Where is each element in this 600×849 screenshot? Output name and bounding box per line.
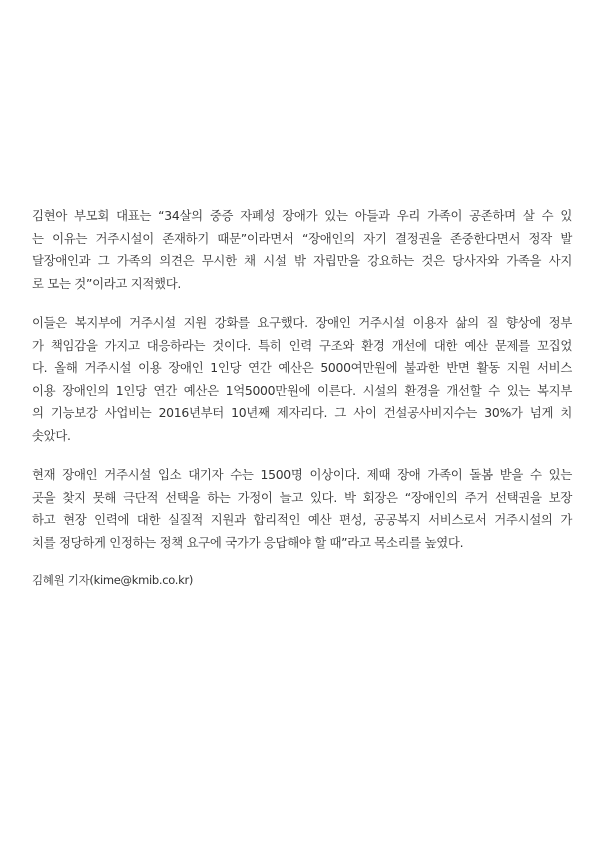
- paragraph-line: 의 기능보강 사업비는 2016년부터 10년째 제자리다. 그 사이 건설공사비지수는 30%가 넘게 치: [32, 405, 572, 420]
- paragraph-line: 솟았다.: [32, 427, 71, 443]
- paragraph-line: 이들은 복지부에 거주시설 지원 강화를 요구했다. 장애인 거주시설 이용자 삶의 질 향상에 정부: [32, 315, 572, 330]
- paragraph-line: 로 모는 것”이라고 지적했다.: [32, 275, 182, 291]
- paragraph-line: 김현아 부모회 대표는 “34살의 중증 자폐성 장애가 있는 아들과 우리 가족이 공존하며 살 수 있: [32, 208, 572, 223]
- paragraph-1: [32, 205, 572, 295]
- paragraph-2: [32, 312, 572, 447]
- article-body: [32, 205, 572, 589]
- paragraph-line: 치를 정당하게 인정하는 정책 요구에 국가가 응답해야 할 때”라고 목소리를 높였다.: [32, 534, 464, 550]
- paragraph-line: 하고 현장 인력에 대한 실질적 지원과 합리적인 예산 편성, 공공복지 서비스로서 거주시설의 가: [32, 512, 572, 527]
- paragraph-line: 달장애인과 그 가족의 의견은 무시한 채 시설 밖 자립만을 강요하는 것은 당사자와 가족을 사지: [32, 253, 572, 268]
- paragraph-line: 현재 장애인 거주시설 입소 대기자 수는 1500명 이상이다. 제때 장애 가족이 돌봄 받을 수 있는: [32, 467, 572, 482]
- paragraph-line: 이용 장애인의 1인당 연간 예산은 1억5000만원에 이른다. 시설의 환경을 개선할 수 있는 복지부: [32, 382, 572, 398]
- paragraph-line: 다. 올해 거주시설 이용 장애인 1인당 연간 예산은 5000여만원에 불과한 반면 활동 지원 서비스: [32, 360, 572, 375]
- paragraph-line: 는 이유는 거주시설이 존재하기 때문”이라면서 “장애인의 자기 결정권을 존중한다면서 정작 발: [32, 230, 572, 246]
- paragraph-line: 가 책임감을 가지고 대응하라는 것이다. 특히 인력 구조와 환경 개선에 대한 예산 문제를 꼬집었: [32, 337, 572, 353]
- paragraph-line: 곳을 찾지 못해 극단적 선택을 하는 가정이 늘고 있다. 박 회장은 “장애인의 주거 선택권을 보장: [32, 489, 572, 505]
- reporter-byline: 김혜원 기자(kime@kmib.co.kr): [32, 573, 194, 587]
- paragraph-3: [32, 464, 572, 554]
